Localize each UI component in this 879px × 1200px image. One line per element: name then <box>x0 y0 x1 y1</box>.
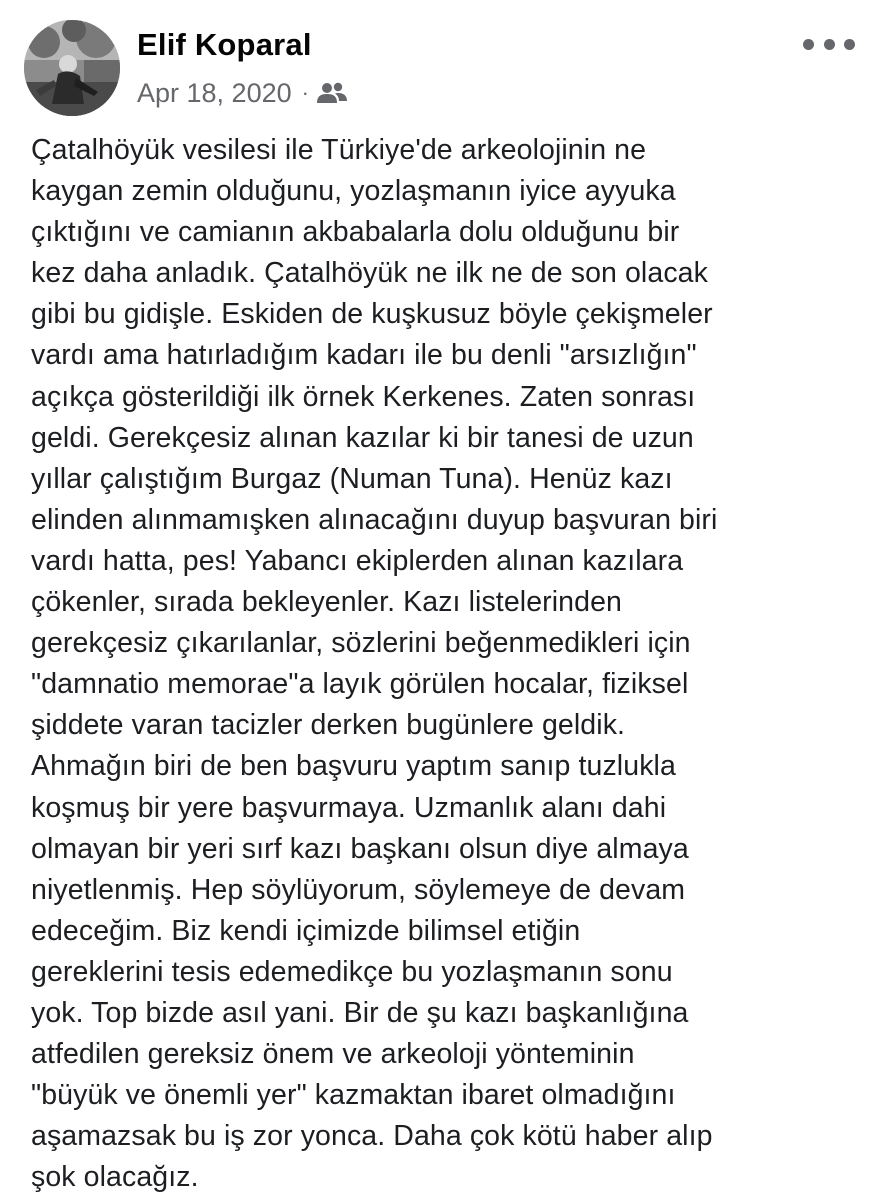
post-meta <box>137 76 347 110</box>
avatar-photo <box>24 20 120 116</box>
author-name[interactable]: Elif Koparal <box>137 27 312 62</box>
meta-separator: · <box>301 80 309 105</box>
more-options-icon <box>824 39 835 50</box>
more-options-button[interactable] <box>803 28 855 60</box>
post-body-text: Çatalhöyük vesilesi ile Türkiye'de arkeolojinin ne kaygan zemin olduğunu, yozlaşmanın iyice ayyuka çıktığını ve camianın akbabalarla dolu olduğunu bir kez daha anladık. Çatalhöyük ne ilk ne de son olacak gibi bu gidişle. Eskiden de kuşkusuz böyle çekişmeler vardı ama hatırladığım kadarı ile bu denli "arsızlığın" açıkça gösterildiği ilk örnek Kerkenes. Zaten sonrası geldi. Gerekçesiz alınan kazılar ki bir tanesi de uzun yıllar çalıştığım Burgaz (Numan Tuna). Henüz kazı elinden alınmamışken alınacağını duyup başvuran biri vardı hatta, pes! Yabancı ekiplerden alınan kazılara çökenler, sırada bekleyenler. Kazı listelerinden gerekçesiz çıkarılanlar, sözlerini beğenmedikleri için "damnatio memorae"a layık görülen hocalar, fiziksel şiddete varan tacizler derken bugünlere geldik. Ahmağın biri de ben başvuru yaptım sanıp tuzlukla koşmuş bir yere başvurmaya. Uzmanlık alanı dahi olmayan bir yeri sırf kazı başkanı olsun diye almaya niyetlenmiş. Hep söylüyorum, söylemeye de devam edeceğim. Biz kendi içimizde bilimsel etiğin gereklerini tesis edemedikçe bu yozlaşmanın sonu yok. Top bizde asıl yani. Bir de şu kazı başkanlığına atfedilen gereksiz önem ve arkeoloji yönteminin "büyük ve önemli yer" kazmaktan ibaret olmadığını aşamazsak bu iş zor yonca. Daha çok kötü haber alıp şok olacağız. <box>31 134 718 1194</box>
more-options-icon <box>803 39 814 50</box>
more-options-icon <box>844 39 855 50</box>
post-timestamp[interactable]: Apr 18, 2020 <box>137 77 292 108</box>
post-header <box>0 0 879 120</box>
avatar[interactable] <box>24 20 120 116</box>
friends-icon[interactable] <box>317 81 347 105</box>
